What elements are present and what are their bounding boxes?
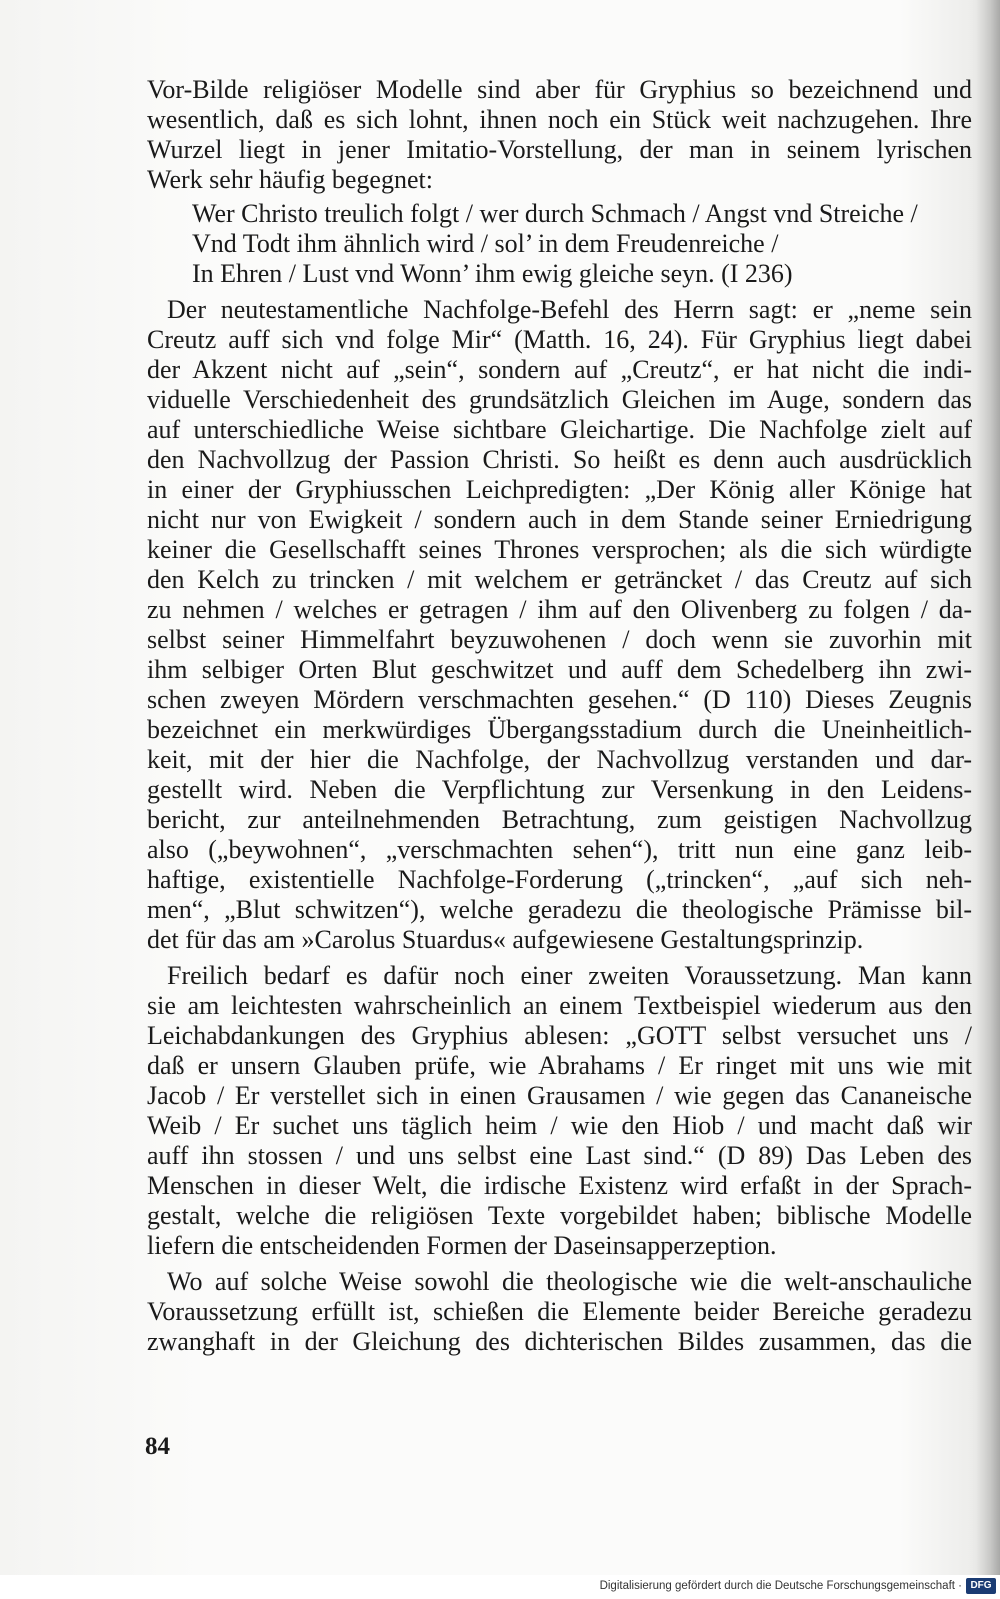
verse-quote: [147, 199, 972, 289]
paragraph-2: [147, 295, 972, 955]
text-line: nicht nur von Ewigkeit / sondern auch in dem Stande seiner Erniedrigung: [147, 505, 972, 534]
text-line: in einer der Gryphiusschen Leichpredigten: „Der König aller Könige hat: [147, 475, 972, 504]
verse-line: Wer Christo treulich folgt / wer durch Schmach / Angst vnd Streiche /: [192, 199, 918, 228]
text-line: daß er unsern Glauben prüfe, wie Abrahams / Er ringet mit uns wie mit: [147, 1051, 972, 1080]
text-line: Vor-Bilde religiöser Modelle sind aber für Gryphius so bezeichnend und: [147, 75, 972, 104]
digitization-footer: [0, 1575, 1000, 1599]
text-line: Der neutestamentliche Nachfolge-Befehl des Herrn sagt: er „neme sein: [167, 295, 972, 324]
text-line: Wurzel liegt in jener Imitatio-Vorstellung, der man in seinem lyrischen: [147, 135, 972, 164]
text-line: men“, „Blut schwitzen“), welche geradezu die theologische Prämisse bil-: [147, 895, 972, 924]
text-line: bezeichnet ein merkwürdiges Übergangsstadium durch die Uneinheitlich-: [147, 715, 972, 744]
text-line: Menschen in dieser Welt, die irdische Existenz wird erfaßt in der Sprach-: [147, 1171, 972, 1200]
text-line: der Akzent nicht auf „sein“, sondern auf „Creutz“, er hat nicht die indi-: [147, 355, 972, 384]
text-line: Voraussetzung erfüllt ist, schießen die Elemente beider Bereiche geradezu: [147, 1297, 972, 1326]
page-edge-shadow: [976, 0, 1000, 1580]
text-line: Werk sehr häufig begegnet:: [147, 165, 433, 194]
text-line: den Nachvollzug der Passion Christi. So heißt es denn auch ausdrücklich: [147, 445, 972, 474]
text-line: zu nehmen / welches er getragen / ihm auf den Olivenberg zu folgen / da-: [147, 595, 972, 624]
verse-line: Vnd Todt ihm ähnlich wird / sol’ in dem Freudenreiche /: [192, 229, 779, 258]
text-line: Weib / Er suchet uns täglich heim / wie den Hiob / und macht daß wir: [147, 1111, 972, 1140]
text-line: det für das am »Carolus Stuardus« aufgewiesene Gestaltungsprinzip.: [147, 925, 864, 954]
text-line: haftige, existentielle Nachfolge-Forderung („trincken“, „auf sich neh-: [147, 865, 972, 894]
text-line: schen zweyen Mördern verschmachten gesehen.“ (D 110) Dieses Zeugnis: [147, 685, 972, 714]
verse-line: In Ehren / Lust vnd Wonn’ ihm ewig gleiche seyn. (I 236): [192, 259, 793, 288]
text-line: Wo auf solche Weise sowohl die theologische wie die welt-anschauliche: [167, 1267, 972, 1296]
text-line: gestellt wird. Neben die Verpflichtung zur Versenkung in den Leidens-: [147, 775, 972, 804]
text-line: sie am leichtesten wahrscheinlich an einem Textbeispiel wiederum aus den: [147, 991, 972, 1020]
page-number: 84: [145, 1433, 170, 1460]
text-line: auf unterschiedliche Weise sichtbare Gleichartige. Die Nachfolge zielt auf: [147, 415, 972, 444]
text-line: keit, mit der hier die Nachfolge, der Nachvollzug verstanden und dar-: [147, 745, 972, 774]
paragraph-4: [147, 1267, 972, 1357]
text-line: gestalt, welche die religiösen Texte vorgebildet haben; biblische Modelle: [147, 1201, 972, 1230]
text-line: bericht, zur anteilnehmenden Betrachtung, zum geistigen Nachvollzug: [147, 805, 972, 834]
paragraph-1: [147, 75, 972, 195]
text-line: Jacob / Er verstellet sich in einen Grausamen / wie gegen das Cananeische: [147, 1081, 972, 1110]
text-line: viduelle Verschiedenheit des grundsätzlich Gleichen im Auge, sondern das: [147, 385, 972, 414]
text-line: keiner die Gesellschafft seines Thrones versprochen; als die sich würdigte: [147, 535, 972, 564]
text-line: Creutz auff sich vnd folge Mir“ (Matth. 16, 24). Für Gryphius liegt dabei: [147, 325, 972, 354]
text-line: auff ihn stossen / und uns selbst eine Last sind.“ (D 89) Das Leben des: [147, 1141, 972, 1170]
text-line: selbst seiner Himmelfahrt beyzuwohenen / doch wenn sie zuvorhin mit: [147, 625, 972, 654]
body-text: [147, 75, 972, 1357]
text-line: ihm selbiger Orten Blut geschwitzet und auff dem Schedelberg ihn zwi-: [147, 655, 972, 684]
text-line: Freilich bedarf es dafür noch einer zweiten Voraussetzung. Man kann: [167, 961, 972, 990]
paragraph-3: [147, 961, 972, 1261]
text-line: also („beywohnen“, „verschmachten sehen“), tritt nun eine ganz leib-: [147, 835, 972, 864]
dfg-logo-icon: DFG: [966, 1578, 996, 1594]
text-line: wesentlich, daß es sich lohnt, ihnen noch ein Stück weit nachzugehen. Ihre: [147, 105, 972, 134]
text-line: Leichabdankungen des Gryphius ablesen: „GOTT selbst versuchet uns /: [147, 1021, 972, 1050]
text-line: den Kelch zu trincken / mit welchem er geträncket / das Creutz auf sich: [147, 565, 972, 594]
funding-credit: Digitalisierung gefördert durch die Deutsche Forschungsgemeinschaft ·: [599, 1580, 962, 1592]
text-line: zwanghaft in der Gleichung des dichterischen Bildes zusammen, das die: [147, 1327, 972, 1356]
text-line: liefern die entscheidenden Formen der Daseinsapperzeption.: [147, 1231, 777, 1260]
